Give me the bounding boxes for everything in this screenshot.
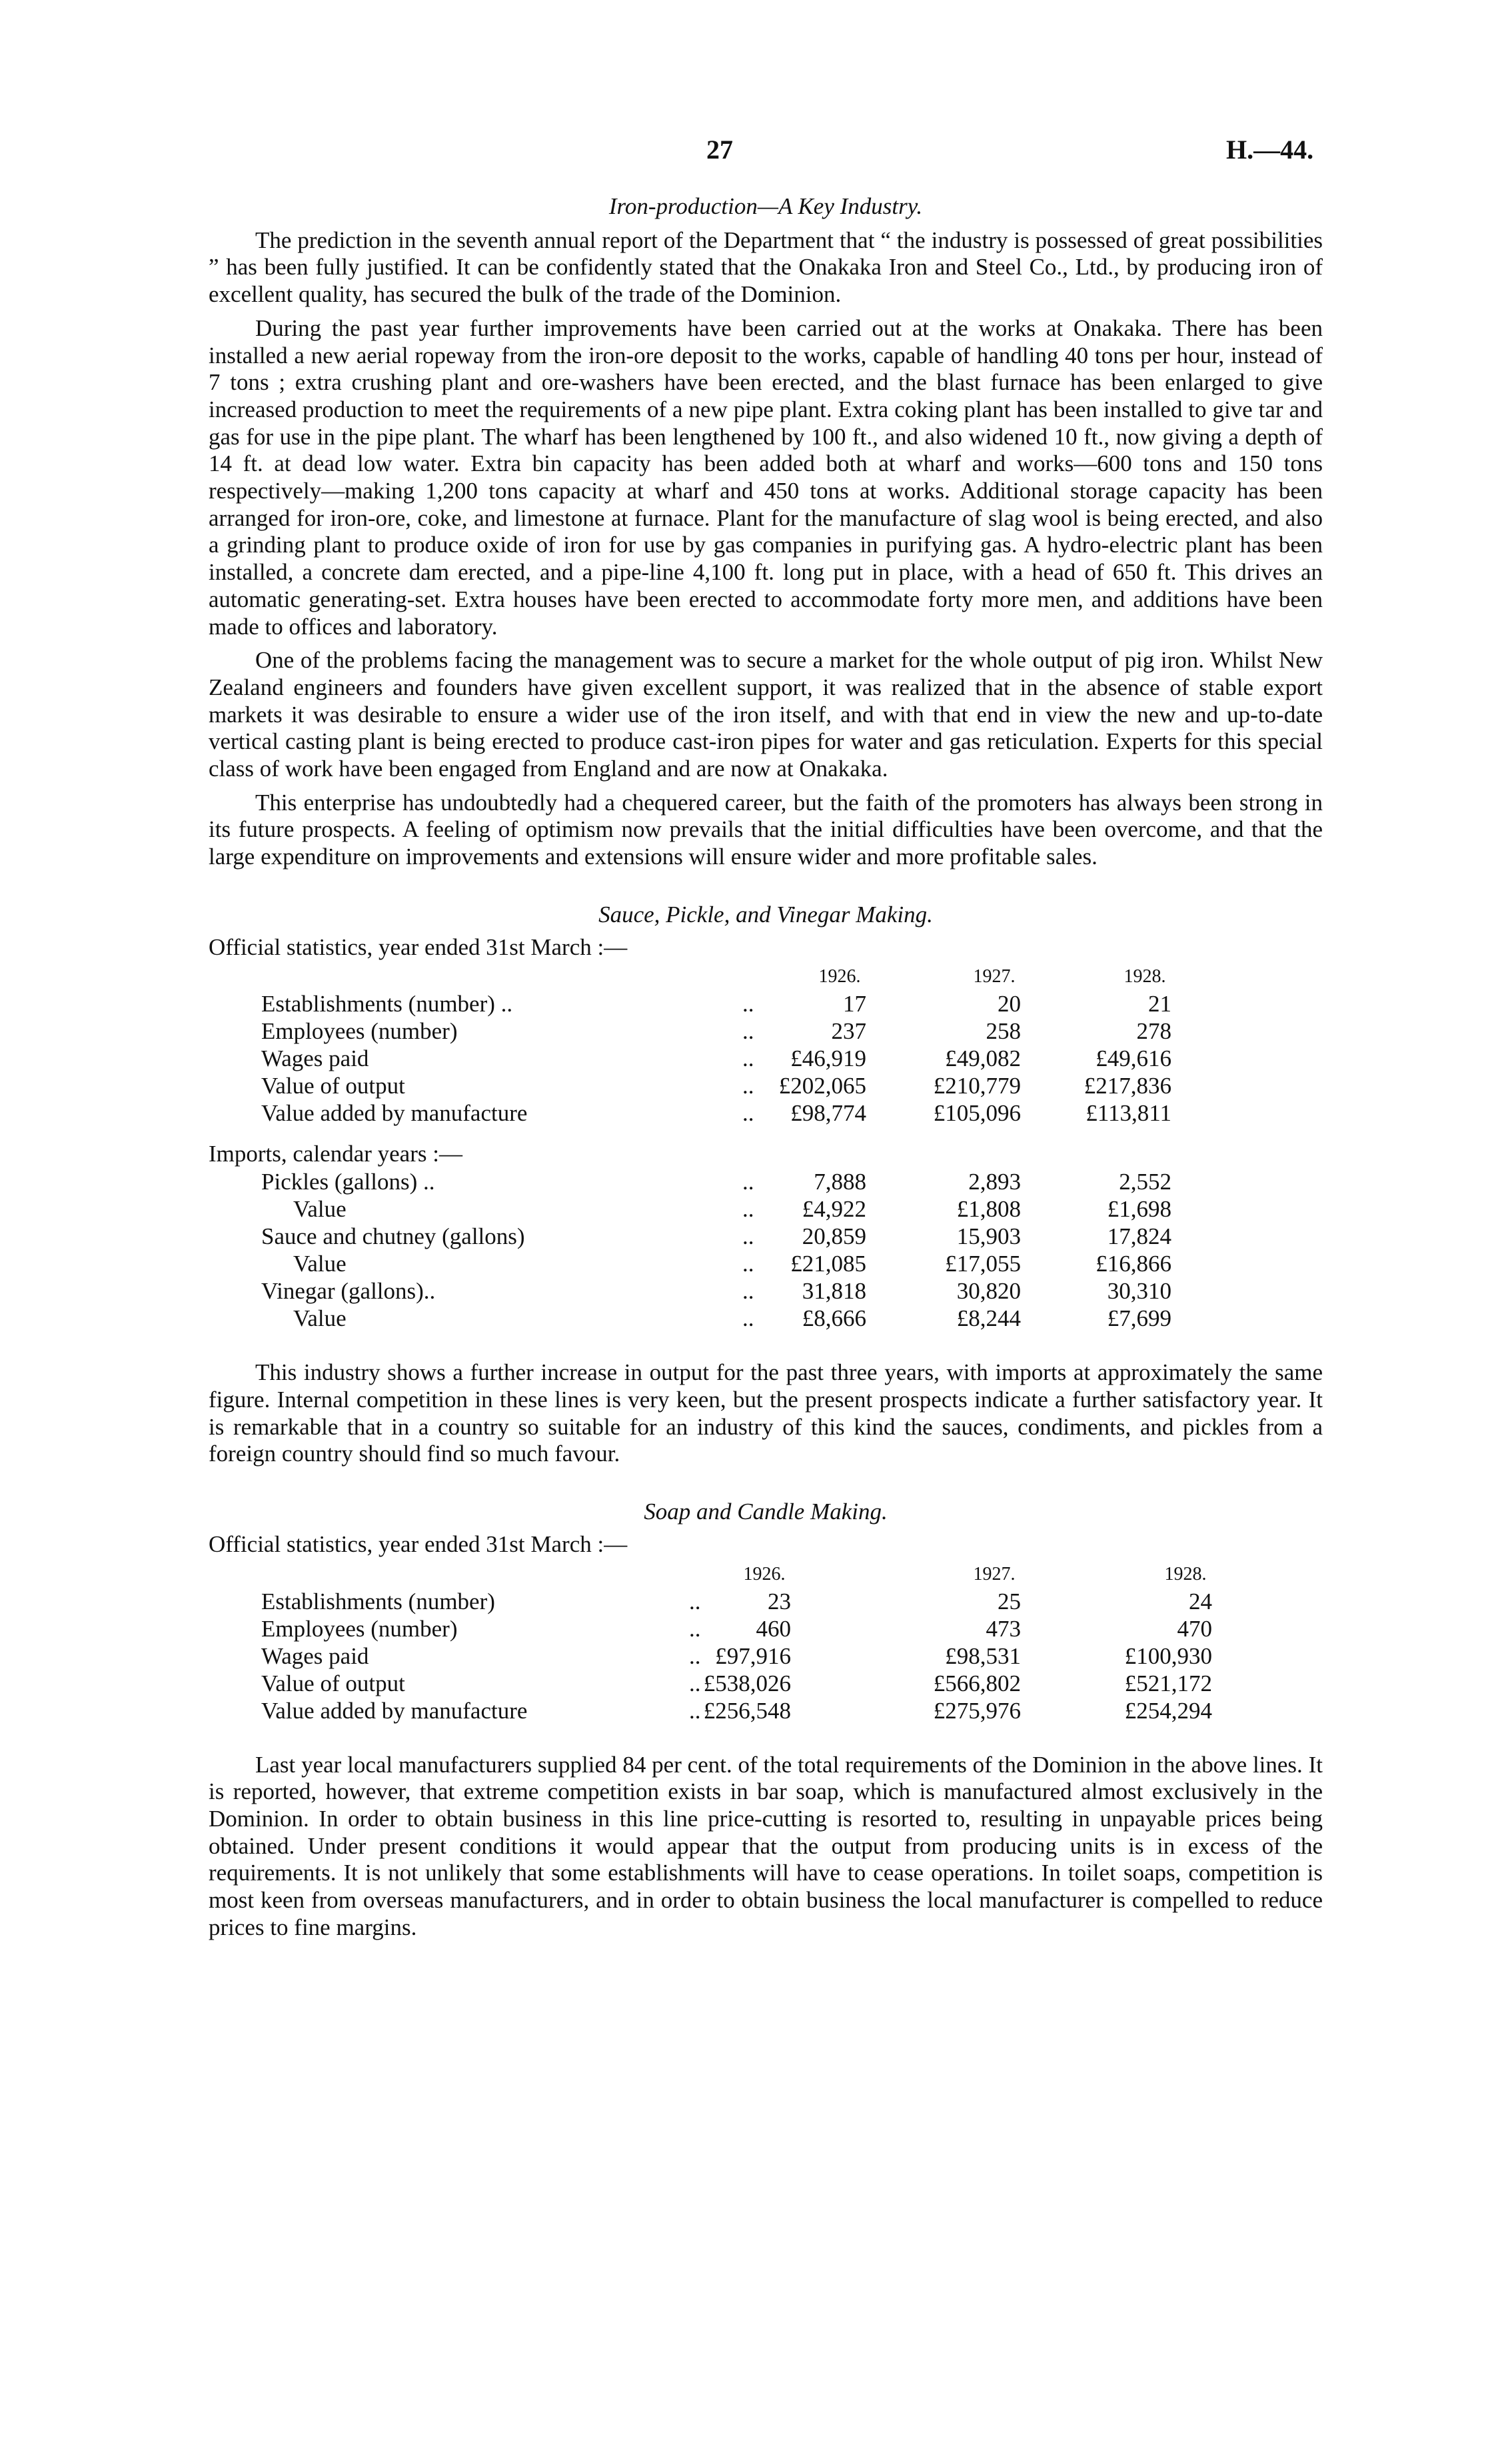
sauce-statistics-table [209, 963, 1323, 1333]
cell-value: £46,919 [790, 1045, 866, 1072]
cell-value: 2,552 [1119, 1169, 1171, 1195]
table-row [209, 1698, 1323, 1725]
cell-value: £7,699 [1107, 1305, 1171, 1332]
table-row [209, 1278, 1323, 1305]
document-reference: H.—44. [1226, 135, 1314, 165]
cell-value: £202,065 [778, 1073, 866, 1099]
table-row [209, 1251, 1323, 1278]
table-row [209, 1169, 1323, 1196]
page-body [209, 193, 1323, 1941]
table-row [209, 991, 1323, 1018]
leader-dots: .. [742, 1196, 754, 1223]
year-header-row [209, 963, 1323, 991]
cell-value: £538,026 [703, 1670, 791, 1696]
row-label: Employees (number) [261, 1615, 458, 1642]
cell-value: £1,698 [1107, 1196, 1171, 1223]
table-row [209, 1616, 1323, 1643]
row-label: Establishments (number) [261, 1588, 495, 1614]
table-row [209, 1100, 1323, 1127]
cell-value: 470 [1177, 1615, 1212, 1642]
row-label: Sauce and chutney (gallons) [261, 1223, 525, 1250]
leader-dots: .. [689, 1697, 701, 1724]
leader-dots: .. [742, 1305, 754, 1332]
table-lead: Official statistics, year ended 31st March :— [209, 933, 628, 960]
cell-value: 20 [998, 991, 1021, 1017]
cell-value: £49,616 [1096, 1045, 1171, 1072]
cell-value: £17,055 [945, 1251, 1021, 1277]
cell-value: 17,824 [1107, 1223, 1171, 1250]
row-label: Value [293, 1251, 347, 1277]
table-row [209, 1018, 1323, 1045]
table-row [209, 1670, 1323, 1698]
paragraph: During the past year further improvements have been carried out at the works at Onakaka. There has been installed a new aerial ropeway from the iron-ore deposit to the works, capable of handling 40 tons per hour, instead of 7 tons ; extra crushing plant and ore-washers have been erected, and the blast furnace has been enlarged to give increased production to meet the requirements of a new pipe plant. Extra coking plant has been installed to give tar and gas for use in the pipe plant. The wharf has been lengthened by 100 ft., and also widened 10 ft., now giving a depth of 14 ft. at dead low water. Extra bin capacity has been added both at wharf and works—600 tons and 150 tons respectively—making 1,200 tons capacity at wharf and 450 tons at works. Additional storage capacity has been arranged for iron-ore, coke, and limestone at furnace. Plant for the manufacture of slag wool is being erected, and also a grinding plant to produce oxide of iron for use by gas companies in purifying gas. A hydro-electric plant has been installed, a concrete dam erected, and a pipe-line 4,100 ft. long put in place, with a head of 650 ft. This drives an automatic generating-set. Extra houses have been erected to accommodate forty more men, and additions have been made to offices and laboratory. [209, 314, 1323, 640]
soap-statistics-table [209, 1561, 1323, 1725]
cell-value: £100,930 [1124, 1642, 1212, 1669]
cell-value: £8,244 [956, 1305, 1021, 1332]
paragraph: This enterprise has undoubtedly had a chequered career, but the faith of the promoters has always been strong in its future prospects. A feeling of optimism now prevails that the initial difficulties have been overcome, and that the large expenditure on improvements and extensions will ensure wider and more profitable sales. [209, 789, 1323, 870]
cell-value: 30,820 [956, 1278, 1021, 1305]
cell-value: £113,811 [1086, 1100, 1171, 1127]
leader-dots: .. [742, 1169, 754, 1195]
leader-dots: .. [689, 1615, 701, 1642]
cell-value: 473 [986, 1615, 1021, 1642]
row-label: Value of output [261, 1670, 405, 1696]
table-row [209, 1588, 1323, 1616]
table-row [209, 1073, 1323, 1100]
year-header: 1927. [973, 966, 1016, 987]
cell-value: 460 [756, 1615, 791, 1642]
cell-value: £21,085 [790, 1251, 866, 1277]
leader-dots: .. [689, 1642, 701, 1669]
cell-value: 21 [1148, 991, 1171, 1017]
cell-value: 24 [1189, 1588, 1212, 1614]
cell-value: 7,888 [814, 1169, 866, 1195]
page-number: 27 [706, 135, 733, 165]
cell-value: 15,903 [956, 1223, 1021, 1250]
year-header: 1928. [1123, 966, 1166, 987]
paragraph: One of the problems facing the management was to secure a market for the whole output of pig iron. Whilst New Zealand engineers and founders have given excellent support, it was realized that in the absence of stable export markets it was desirable to ensure a wider use of the iron itself, and with that end in view the new and up-to-date vertical casting plant is being erected to produce cast-iron pipes for water and gas reticulation. Experts for this special class of work have been engaged from England and are now at Onakaka. [209, 647, 1323, 782]
leader-dots: .. [742, 1251, 754, 1277]
table-row [209, 1196, 1323, 1223]
cell-value: £566,802 [933, 1670, 1021, 1696]
cell-value: £275,976 [933, 1697, 1021, 1724]
cell-value: £256,548 [703, 1697, 791, 1724]
table-lead: Official statistics, year ended 31st March :— [209, 1531, 628, 1557]
year-header: 1928. [1164, 1563, 1207, 1584]
paragraph: The prediction in the seventh annual report of the Department that “ the industry is possessed of great possibilities ” has been fully justified. It can be confidently stated that the Onakaka Iron and Steel Co., Ltd., by producing iron of excellent quality, has secured the bulk of the trade of the Dominion. [209, 227, 1323, 308]
cell-value: £8,666 [802, 1305, 866, 1332]
cell-value: £4,922 [802, 1196, 866, 1223]
leader-dots: .. [742, 1223, 754, 1250]
cell-value: 25 [998, 1588, 1021, 1614]
row-label: Vinegar (gallons).. [261, 1278, 436, 1305]
year-header: 1926. [818, 966, 861, 987]
section-title-sauce: Sauce, Pickle, and Vinegar Making. [598, 901, 933, 927]
cell-value: £1,808 [956, 1196, 1021, 1223]
cell-value: £98,531 [945, 1642, 1021, 1669]
row-label: Value [293, 1196, 347, 1223]
cell-value: £16,866 [1096, 1251, 1171, 1277]
cell-value: 20,859 [802, 1223, 866, 1250]
leader-dots: .. [689, 1670, 701, 1696]
leader-dots: .. [742, 991, 754, 1017]
imports-heading-row [209, 1127, 1323, 1169]
row-label: Value [293, 1305, 347, 1332]
cell-value: 237 [831, 1018, 866, 1045]
table-row [209, 1643, 1323, 1670]
cell-value: £105,096 [933, 1100, 1021, 1127]
cell-value: 2,893 [968, 1169, 1021, 1195]
row-label: Value of output [261, 1073, 405, 1099]
cell-value: 278 [1136, 1018, 1171, 1045]
leader-dots: .. [689, 1588, 701, 1614]
cell-value: £254,294 [1124, 1697, 1212, 1724]
cell-value: 17 [843, 991, 866, 1017]
cell-value: £97,916 [715, 1642, 791, 1669]
leader-dots: .. [742, 1045, 754, 1072]
row-label: Value added by manufacture [261, 1697, 528, 1724]
row-label: Pickles (gallons) .. [261, 1169, 435, 1195]
imports-heading: Imports, calendar years :— [209, 1141, 462, 1167]
cell-value: £521,172 [1124, 1670, 1212, 1696]
section-title-iron: Iron-production—A Key Industry. [608, 193, 923, 219]
cell-value: £217,836 [1084, 1073, 1171, 1099]
row-label: Employees (number) [261, 1018, 458, 1045]
paragraph: Last year local manufacturers supplied 84 per cent. of the total requirements of the Dominion in the above lines. It is reported, however, that extreme competition exists in bar soap, which is manufactured almost exclusively in the Dominion. In order to obtain business in this line price-cutting is resorted to, resulting in unpayable prices being obtained. Under present conditions it would appear that the output from producing units is in excess of the requirements. It is not unlikely that some establishments will have to cease operations. In toilet soaps, competition is most keen from overseas manufacturers, and in order to obtain business the local manufacturer is compelled to reduce prices to fine margins. [209, 1751, 1323, 1940]
cell-value: £98,774 [790, 1100, 866, 1127]
leader-dots: .. [742, 1018, 754, 1045]
leader-dots: .. [742, 1073, 754, 1099]
row-label: Establishments (number) .. [261, 991, 513, 1017]
table-row [209, 1223, 1323, 1251]
table-row [209, 1305, 1323, 1333]
year-header: 1926. [743, 1563, 786, 1584]
cell-value: 23 [768, 1588, 791, 1614]
year-header: 1927. [973, 1563, 1016, 1584]
cell-value: 31,818 [802, 1278, 866, 1305]
year-header-row [209, 1561, 1323, 1588]
table-row [209, 1045, 1323, 1073]
leader-dots: .. [742, 1100, 754, 1127]
cell-value: £49,082 [945, 1045, 1021, 1072]
cell-value: £210,779 [933, 1073, 1021, 1099]
row-label: Value added by manufacture [261, 1100, 528, 1127]
leader-dots: .. [742, 1278, 754, 1305]
paragraph: This industry shows a further increase in output for the past three years, with imports at approximately the same figure. Internal competition in these lines is very keen, but the present prospects indicate a further satisfactory year. It is remarkable that in a country so suitable for an industry of this kind the sauces, condiments, and pickles from a foreign country should find so much favour. [209, 1359, 1323, 1467]
cell-value: 30,310 [1107, 1278, 1171, 1305]
cell-value: 258 [986, 1018, 1021, 1045]
section-title-soap: Soap and Candle Making. [644, 1499, 888, 1525]
row-label: Wages paid [261, 1045, 369, 1072]
row-label: Wages paid [261, 1642, 369, 1669]
